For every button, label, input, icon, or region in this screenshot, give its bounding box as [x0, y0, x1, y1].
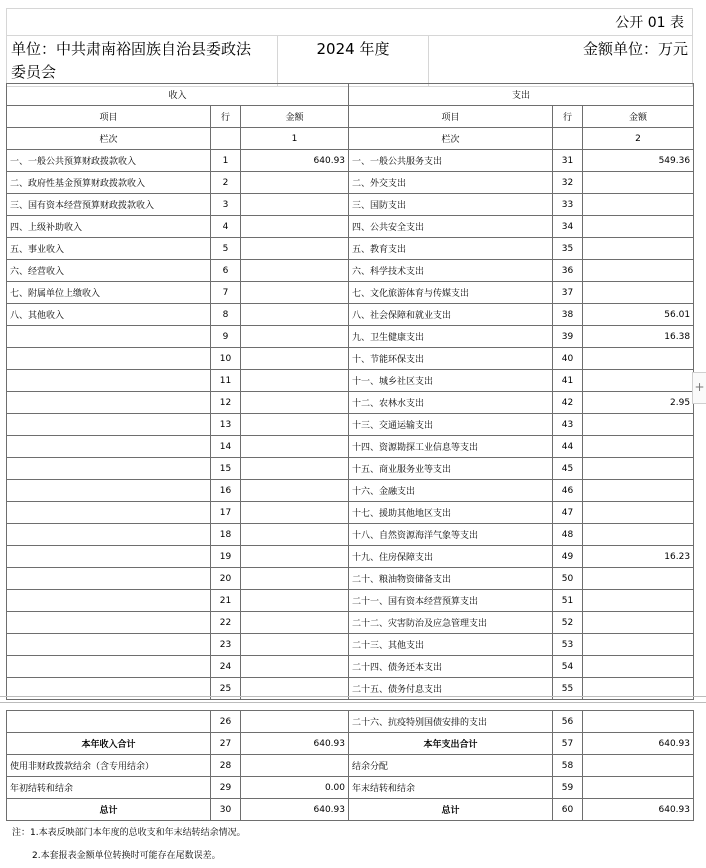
table-row: [7, 777, 694, 799]
expense-line-cell: 44: [553, 436, 583, 458]
expense-item-cell: 九、卫生健康支出: [349, 326, 553, 348]
expense-amount-cell: [583, 568, 694, 590]
income-item-cell: 五、事业收入: [7, 238, 211, 260]
expense-line-cell: 41: [553, 370, 583, 392]
expense-amount-cell: [583, 656, 694, 678]
table-row: [7, 590, 694, 612]
income-amount-cell: 640.93: [241, 733, 349, 755]
income-amount-header: 金额: [241, 106, 349, 128]
table-row: [7, 238, 694, 260]
income-amount-cell: [241, 590, 349, 612]
expense-line-cell: 37: [553, 282, 583, 304]
table-row: [7, 568, 694, 590]
expense-amount-cell: [583, 216, 694, 238]
expense-item-cell: 十九、住房保障支出: [349, 546, 553, 568]
table-row: [7, 216, 694, 238]
expense-line-cell: 39: [553, 326, 583, 348]
table-row: [7, 733, 694, 755]
expense-item-cell: 总计: [349, 799, 553, 821]
income-item-cell: [7, 458, 211, 480]
expense-line-cell: 54: [553, 656, 583, 678]
expense-item-cell: 四、公共安全支出: [349, 216, 553, 238]
table-row: [7, 612, 694, 634]
table-row: [7, 370, 694, 392]
expense-amount-cell: [583, 755, 694, 777]
expense-item-cell: 二十一、国有资本经营预算支出: [349, 590, 553, 612]
expense-item-cell: 本年支出合计: [349, 733, 553, 755]
expense-line-cell: 59: [553, 777, 583, 799]
income-item-cell: [7, 480, 211, 502]
page-split-line-bottom: [0, 702, 706, 703]
expense-item-cell: 八、社会保障和就业支出: [349, 304, 553, 326]
income-item-cell: 总计: [7, 799, 211, 821]
expense-item-cell: 二十、粮油物资储备支出: [349, 568, 553, 590]
expense-amount-cell: [583, 414, 694, 436]
expense-item-cell: 十八、自然资源海洋气象等支出: [349, 524, 553, 546]
table-row: [7, 458, 694, 480]
income-line-cell: 19: [211, 546, 241, 568]
expense-item-cell: 十六、金融支出: [349, 480, 553, 502]
report-header: [6, 8, 693, 87]
income-amount-cell: [241, 238, 349, 260]
expense-amount-cell: [583, 458, 694, 480]
income-line-cell: 25: [211, 678, 241, 700]
income-amount-cell: [241, 348, 349, 370]
expense-amount-cell: 16.23: [583, 546, 694, 568]
expense-line-cell: 60: [553, 799, 583, 821]
income-line-cell: 15: [211, 458, 241, 480]
income-line-cell: 8: [211, 304, 241, 326]
expense-amount-cell: 56.01: [583, 304, 694, 326]
income-line-cell: 2: [211, 172, 241, 194]
table-row: [7, 326, 694, 348]
expense-line-cell: 32: [553, 172, 583, 194]
table-row: [7, 755, 694, 777]
table-row: [7, 194, 694, 216]
income-amount-cell: [241, 370, 349, 392]
expense-line-cell: 38: [553, 304, 583, 326]
income-item-header: 项目: [7, 106, 211, 128]
income-line-cell: 3: [211, 194, 241, 216]
income-item-cell: 本年收入合计: [7, 733, 211, 755]
expense-amount-cell: [583, 172, 694, 194]
expense-amount-cell: [583, 194, 694, 216]
income-amount-cell: [241, 216, 349, 238]
income-line-cell: 27: [211, 733, 241, 755]
expense-item-cell: 十、节能环保支出: [349, 348, 553, 370]
income-item-cell: [7, 590, 211, 612]
income-item-cell: [7, 524, 211, 546]
expense-line-cell: 56: [553, 711, 583, 733]
income-item-cell: [7, 392, 211, 414]
income-amount-cell: [241, 326, 349, 348]
expense-amount-cell: [583, 282, 694, 304]
expense-line-cell: 40: [553, 348, 583, 370]
income-section-header: 收入: [7, 84, 349, 106]
income-line-cell: 12: [211, 392, 241, 414]
expense-amount-cell: [583, 777, 694, 799]
income-amount-cell: [241, 414, 349, 436]
expense-amount-cell: 549.36: [583, 150, 694, 172]
expense-amount-cell: [583, 370, 694, 392]
income-line-cell: 4: [211, 216, 241, 238]
form-number: 公开 01 表: [7, 9, 693, 36]
expense-amount-cell: 640.93: [583, 799, 694, 821]
income-amount-cell: [241, 612, 349, 634]
expense-amount-cell: [583, 524, 694, 546]
expense-line-cell: 47: [553, 502, 583, 524]
expense-line-cell: 31: [553, 150, 583, 172]
expense-line-cell: 34: [553, 216, 583, 238]
income-amount-cell: [241, 755, 349, 777]
expense-section-header: 支出: [349, 84, 694, 106]
income-amount-cell: [241, 480, 349, 502]
income-index-line: [211, 128, 241, 150]
expense-item-cell: 年末结转和结余: [349, 777, 553, 799]
income-line-cell: 21: [211, 590, 241, 612]
expense-item-cell: 三、国防支出: [349, 194, 553, 216]
income-item-cell: [7, 414, 211, 436]
income-item-cell: 八、其他收入: [7, 304, 211, 326]
income-amount-cell: 0.00: [241, 777, 349, 799]
income-amount-cell: [241, 656, 349, 678]
income-line-cell: 1: [211, 150, 241, 172]
table-row: [7, 414, 694, 436]
income-line-cell: 26: [211, 711, 241, 733]
income-item-cell: [7, 656, 211, 678]
income-item-cell: 七、附属单位上缴收入: [7, 282, 211, 304]
table-row: [7, 304, 694, 326]
expense-line-cell: 42: [553, 392, 583, 414]
expense-amount-cell: [583, 502, 694, 524]
income-amount-cell: [241, 634, 349, 656]
expense-item-cell: 一、一般公共服务支出: [349, 150, 553, 172]
income-line-cell: 29: [211, 777, 241, 799]
expense-amount-cell: 16.38: [583, 326, 694, 348]
expense-line-cell: 43: [553, 414, 583, 436]
footnote-1: 注：1.本表反映部门本年度的总收支和年末结转结余情况。: [12, 828, 246, 838]
expense-line-cell: 50: [553, 568, 583, 590]
expense-line-cell: 52: [553, 612, 583, 634]
expense-item-cell: 二十二、灾害防治及应急管理支出: [349, 612, 553, 634]
income-amount-cell: 640.93: [241, 150, 349, 172]
income-line-cell: 7: [211, 282, 241, 304]
expense-item-cell: 十四、资源勘探工业信息等支出: [349, 436, 553, 458]
expense-amount-cell: [583, 711, 694, 733]
totals-table: [6, 710, 694, 821]
income-item-cell: [7, 711, 211, 733]
unit-name: [7, 36, 278, 87]
income-amount-cell: [241, 304, 349, 326]
table-row: [7, 260, 694, 282]
income-line-cell: 18: [211, 524, 241, 546]
income-line-header: 行: [211, 106, 241, 128]
expense-amount-header: 金额: [583, 106, 694, 128]
income-expense-table: [6, 83, 694, 700]
expense-amount-cell: [583, 612, 694, 634]
income-item-cell: [7, 326, 211, 348]
expand-handle-icon[interactable]: +: [692, 372, 706, 404]
income-line-cell: 30: [211, 799, 241, 821]
income-amount-cell: [241, 260, 349, 282]
income-amount-cell: [241, 458, 349, 480]
income-line-cell: 14: [211, 436, 241, 458]
income-line-cell: 22: [211, 612, 241, 634]
expense-item-header: 项目: [349, 106, 553, 128]
table-row: [7, 502, 694, 524]
table-row: [7, 172, 694, 194]
expense-line-cell: 57: [553, 733, 583, 755]
income-amount-cell: [241, 436, 349, 458]
expense-amount-cell: [583, 480, 694, 502]
expense-line-cell: 53: [553, 634, 583, 656]
income-item-cell: 三、国有资本经营预算财政拨款收入: [7, 194, 211, 216]
income-item-cell: [7, 502, 211, 524]
expense-line-header: 行: [553, 106, 583, 128]
income-line-cell: 11: [211, 370, 241, 392]
table-body-totals: [7, 711, 694, 821]
table-row: [7, 436, 694, 458]
expense-line-cell: 51: [553, 590, 583, 612]
expense-line-cell: 55: [553, 678, 583, 700]
expense-item-cell: 十五、商业服务业等支出: [349, 458, 553, 480]
expense-item-cell: 七、文化旅游体育与传媒支出: [349, 282, 553, 304]
expense-line-cell: 45: [553, 458, 583, 480]
table-row: [7, 150, 694, 172]
expense-line-cell: 46: [553, 480, 583, 502]
unit-name-line1: 单位：中共肃南裕固族自治县委政法: [11, 40, 252, 58]
expense-item-cell: 十三、交通运输支出: [349, 414, 553, 436]
income-line-cell: 9: [211, 326, 241, 348]
expense-item-cell: 十七、援助其他地区支出: [349, 502, 553, 524]
income-line-cell: 10: [211, 348, 241, 370]
income-item-cell: [7, 436, 211, 458]
income-item-cell: 二、政府性基金预算财政拨款收入: [7, 172, 211, 194]
income-line-cell: 23: [211, 634, 241, 656]
expense-item-cell: 二十四、债务还本支出: [349, 656, 553, 678]
income-item-cell: [7, 370, 211, 392]
income-amount-cell: [241, 711, 349, 733]
income-amount-cell: [241, 172, 349, 194]
income-amount-cell: [241, 546, 349, 568]
expense-line-cell: 33: [553, 194, 583, 216]
expense-amount-cell: 640.93: [583, 733, 694, 755]
table-row: [7, 799, 694, 821]
income-line-cell: 24: [211, 656, 241, 678]
expense-item-cell: 六、科学技术支出: [349, 260, 553, 282]
expense-amount-cell: [583, 238, 694, 260]
expense-amount-cell: [583, 590, 694, 612]
income-item-cell: [7, 634, 211, 656]
table-row: [7, 656, 694, 678]
expense-line-cell: 48: [553, 524, 583, 546]
expense-amount-cell: [583, 634, 694, 656]
expense-item-cell: 二十三、其他支出: [349, 634, 553, 656]
table-row: [7, 524, 694, 546]
income-item-cell: [7, 546, 211, 568]
expense-line-cell: 35: [553, 238, 583, 260]
income-line-cell: 17: [211, 502, 241, 524]
income-item-cell: 四、上级补助收入: [7, 216, 211, 238]
unit-name-line2: 委员会: [11, 63, 57, 81]
expense-amount-cell: [583, 436, 694, 458]
table-row: [7, 480, 694, 502]
expense-column-number: 2: [583, 128, 694, 150]
income-amount-cell: 640.93: [241, 799, 349, 821]
amount-unit: 金额单位：万元: [429, 36, 693, 87]
expense-item-cell: 二十五、债务付息支出: [349, 678, 553, 700]
income-item-cell: [7, 612, 211, 634]
expense-item-cell: 结余分配: [349, 755, 553, 777]
table-row: [7, 546, 694, 568]
income-item-cell: [7, 568, 211, 590]
expense-item-cell: 十二、农林水支出: [349, 392, 553, 414]
page-split-line-top: [0, 696, 706, 697]
expense-line-cell: 36: [553, 260, 583, 282]
income-item-cell: 使用非财政拨款结余（含专用结余）: [7, 755, 211, 777]
table-row: [7, 392, 694, 414]
footnotes: [12, 822, 246, 868]
income-item-cell: 一、一般公共预算财政拨款收入: [7, 150, 211, 172]
table-row: [7, 711, 694, 733]
income-item-cell: 六、经营收入: [7, 260, 211, 282]
income-line-cell: 13: [211, 414, 241, 436]
income-item-cell: 年初结转和结余: [7, 777, 211, 799]
expense-line-cell: 49: [553, 546, 583, 568]
table-body-main: [7, 150, 694, 700]
income-line-cell: 5: [211, 238, 241, 260]
expense-index-label: 栏次: [349, 128, 553, 150]
income-index-label: 栏次: [7, 128, 211, 150]
expense-index-line: [553, 128, 583, 150]
expense-amount-cell: [583, 260, 694, 282]
expense-item-cell: 二十六、抗疫特别国债安排的支出: [349, 711, 553, 733]
expense-item-cell: 二、外交支出: [349, 172, 553, 194]
expense-amount-cell: [583, 348, 694, 370]
expense-amount-cell: 2.95: [583, 392, 694, 414]
income-item-cell: [7, 348, 211, 370]
income-line-cell: 20: [211, 568, 241, 590]
expense-item-cell: 十一、城乡社区支出: [349, 370, 553, 392]
income-amount-cell: [241, 282, 349, 304]
expense-item-cell: 五、教育支出: [349, 238, 553, 260]
income-amount-cell: [241, 524, 349, 546]
income-line-cell: 6: [211, 260, 241, 282]
income-amount-cell: [241, 502, 349, 524]
income-amount-cell: [241, 194, 349, 216]
income-column-number: 1: [241, 128, 349, 150]
income-amount-cell: [241, 568, 349, 590]
footnote-2: 2.本套报表金额单位转换时可能存在尾数误差。: [32, 851, 221, 861]
income-line-cell: 16: [211, 480, 241, 502]
expense-line-cell: 58: [553, 755, 583, 777]
table-row: [7, 282, 694, 304]
report-year: 2024 年度: [278, 36, 429, 87]
income-amount-cell: [241, 392, 349, 414]
table-row: [7, 634, 694, 656]
income-line-cell: 28: [211, 755, 241, 777]
table-row: [7, 348, 694, 370]
